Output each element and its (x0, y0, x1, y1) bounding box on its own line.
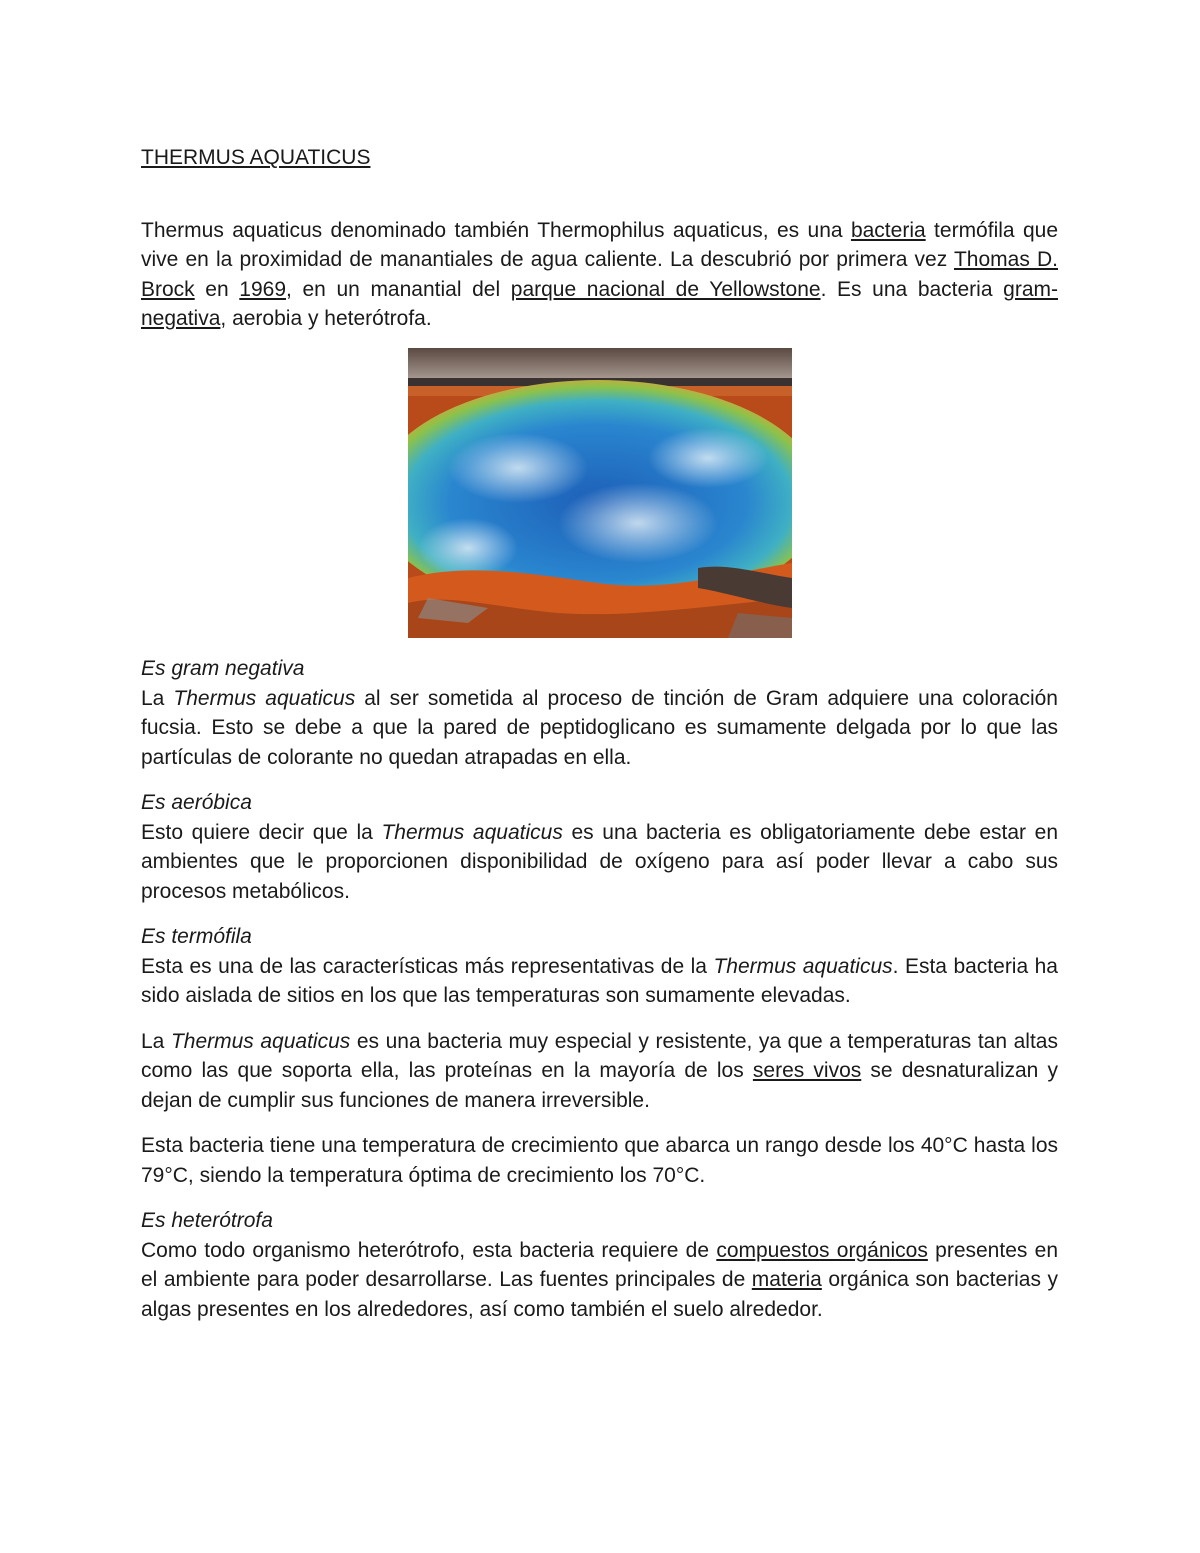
paragraph-termofila (141, 952, 1058, 1011)
paragraph-gram-negativa (141, 684, 1058, 773)
heading-heterotrofa: Es heterótrofa (141, 1209, 273, 1232)
link-materia[interactable]: materia (751, 1268, 822, 1291)
text: es una bacteria es obligatoriamente debe estar en ambientes que le proporcionen disponibilidad de oxígeno para así poder llevar a cabo sus procesos metabólicos. (141, 820, 1059, 903)
paragraph-aerobica (141, 818, 1058, 907)
paragraph-resistente (141, 1027, 1058, 1116)
link-1969[interactable]: 1969 (239, 277, 287, 301)
link-seres-vivos[interactable]: seres vivos (752, 1059, 862, 1082)
species-name: Thermus aquaticus (170, 1029, 351, 1053)
link-compuestos-organicos[interactable]: compuestos orgánicos (716, 1238, 928, 1262)
intro-text: . Es una bacteria (820, 277, 1004, 301)
text: Esta es una de las características más representativas de la (141, 954, 714, 978)
paragraph-heterotrofa (141, 1236, 1058, 1325)
text: La (141, 1029, 171, 1053)
text: . Esta bacteria ha sido aislada de sitios en los que las temperaturas son sumamente elevadas. (141, 954, 1058, 1007)
link-bacteria[interactable]: bacteria (850, 218, 926, 242)
link-thomas-brock[interactable]: Thomas D. Brock (141, 248, 1058, 301)
species-name: Thermus aquaticus (381, 820, 563, 844)
text: presentes en el ambiente para poder desarrollarse. Las fuentes principales de (141, 1238, 1058, 1291)
text: Esto quiere decir que la (141, 820, 382, 844)
heading-termofila: Es termófila (141, 925, 252, 948)
sections-container (141, 654, 1058, 1324)
text: La (141, 686, 174, 710)
document-content (141, 143, 1058, 334)
document-title: THERMUS AQUATICUS (141, 146, 371, 169)
intro-text: , aerobia y heterótrofa. (220, 307, 432, 330)
intro-paragraph (141, 216, 1058, 334)
intro-text: Thermus aquaticus denominado también Thermophilus aquaticus, es una (141, 218, 851, 242)
intro-text: , en un manantial del (286, 277, 511, 301)
heading-gram-negativa: Es gram negativa (141, 657, 305, 680)
text: se desnaturalizan y dejan de cumplir sus funciones de manera irreversible. (141, 1059, 1059, 1112)
intro-text: termófila que vive en la proximidad de manantiales de agua caliente. La descubrió por primera vez (141, 218, 1059, 271)
hot-spring-photo (408, 348, 792, 638)
paragraph-temperatura: Esta bacteria tiene una temperatura de crecimiento que abarca un rango desde los 40°C hasta los 79°C, siendo la temperatura óptima de crecimiento los 70°C. (141, 1134, 1058, 1187)
text: Como todo organismo heterótrofo, esta bacteria requiere de (141, 1238, 717, 1262)
link-yellowstone[interactable]: parque nacional de Yellowstone (510, 277, 821, 301)
intro-text: en (194, 277, 240, 301)
link-gram-negativa[interactable]: gram-negativa (141, 277, 1058, 330)
heading-aerobica: Es aeróbica (141, 791, 252, 814)
species-name: Thermus aquaticus (713, 954, 893, 978)
text: al ser sometida al proceso de tinción de Gram adquiere una coloración fucsia. Esto se debe a que la pared de peptidoglicano es sumamente delgada por lo que las partículas de colorante no quedan atrapadas en ella. (141, 686, 1058, 769)
text: es una bacteria muy especial y resistente, ya que a temperaturas tan altas como las que soporta ella, las proteínas en la mayoría de los (141, 1029, 1058, 1082)
species-name: Thermus aquaticus (173, 686, 356, 710)
text: orgánica son bacterias y algas presentes en los alrededores, así como también el suelo alrededor. (141, 1268, 1058, 1321)
